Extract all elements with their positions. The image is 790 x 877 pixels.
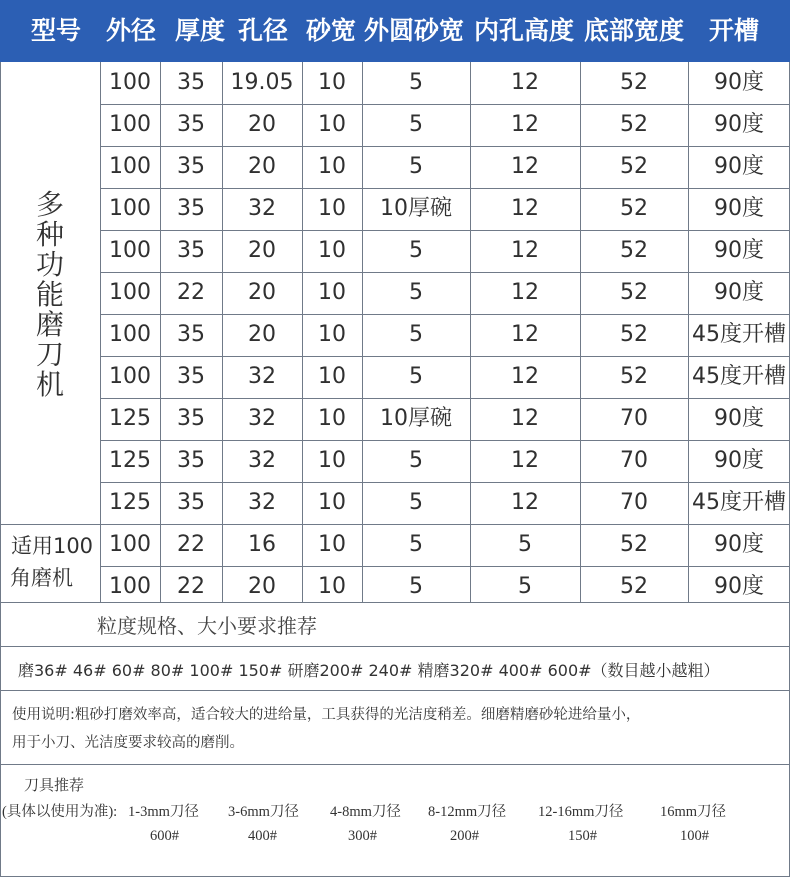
table-cell: 20 xyxy=(248,238,276,263)
recommend-grit: 400# xyxy=(248,828,277,844)
table-cell: 10 xyxy=(318,322,346,347)
header-cell: 砂宽 xyxy=(305,16,356,45)
table-cell: 125 xyxy=(109,448,151,473)
table-cell: 12 xyxy=(511,322,539,347)
table-cell: 12 xyxy=(511,70,539,95)
table-cell: 22 xyxy=(177,532,205,557)
table-cell: 20 xyxy=(248,154,276,179)
table-cell: 5 xyxy=(409,532,423,557)
table-cell: 90度 xyxy=(714,532,764,557)
table-cell: 5 xyxy=(409,490,423,515)
recommend-grit: 600# xyxy=(150,828,179,844)
table-cell: 12 xyxy=(511,406,539,431)
header-cell: 内孔高度 xyxy=(473,16,574,45)
table-cell: 70 xyxy=(620,490,648,515)
usage-line-2: 用于小刀、光洁度要求较高的磨削。 xyxy=(12,735,244,751)
table-cell: 100 xyxy=(109,70,151,95)
table-cell: 32 xyxy=(248,406,276,431)
group-label-angle-grinder: 适用100 xyxy=(10,534,94,558)
table-cell: 52 xyxy=(620,112,648,137)
table-cell: 32 xyxy=(248,490,276,515)
table-cell: 10 xyxy=(318,70,346,95)
table-cell: 90度 xyxy=(714,574,764,599)
table-cell: 12 xyxy=(511,364,539,389)
table-cell: 5 xyxy=(409,574,423,599)
header-cell: 孔径 xyxy=(237,16,288,45)
table-cell: 35 xyxy=(177,112,205,137)
table-cell: 100 xyxy=(109,364,151,389)
table-cell: 90度 xyxy=(714,70,764,95)
table-cell: 10厚碗 xyxy=(380,196,452,221)
header-cell: 外径 xyxy=(105,16,156,45)
recommend-grit: 100# xyxy=(680,828,709,844)
table-cell: 45度开槽 xyxy=(692,322,786,347)
table-cell: 35 xyxy=(177,364,205,389)
table-cell: 35 xyxy=(177,490,205,515)
table-cell: 100 xyxy=(109,322,151,347)
grid-horizontal-line xyxy=(0,690,790,691)
table-cell: 5 xyxy=(409,112,423,137)
table-cell: 10 xyxy=(318,448,346,473)
table-cell: 12 xyxy=(511,280,539,305)
table-cell: 5 xyxy=(409,364,423,389)
table-cell: 52 xyxy=(620,364,648,389)
table-cell: 5 xyxy=(518,532,532,557)
table-cell: 35 xyxy=(177,238,205,263)
recommend-note: (具体以使用为准): xyxy=(2,804,118,820)
table-cell: 100 xyxy=(109,196,151,221)
table-cell: 32 xyxy=(248,196,276,221)
recommend-grit: 300# xyxy=(348,828,377,844)
table-cell: 32 xyxy=(248,364,276,389)
table-cell: 35 xyxy=(177,406,205,431)
table-cell: 22 xyxy=(177,574,205,599)
table-cell: 35 xyxy=(177,70,205,95)
table-cell: 90度 xyxy=(714,112,764,137)
group-label-multifunction: 多种功能磨刀机 xyxy=(35,188,64,401)
table-cell: 12 xyxy=(511,448,539,473)
table-cell: 52 xyxy=(620,154,648,179)
table-cell: 52 xyxy=(620,70,648,95)
table-cell: 12 xyxy=(511,154,539,179)
header-cell: 开槽 xyxy=(708,16,759,45)
recommend-grit: 200# xyxy=(450,828,479,844)
table-cell: 35 xyxy=(177,196,205,221)
table-cell: 70 xyxy=(620,448,648,473)
table-cell: 90度 xyxy=(714,154,764,179)
table-cell: 35 xyxy=(177,322,205,347)
table-cell: 90度 xyxy=(714,406,764,431)
table-header xyxy=(0,0,790,62)
grid-vertical-line xyxy=(0,62,1,877)
table-cell: 90度 xyxy=(714,196,764,221)
table-cell: 12 xyxy=(511,196,539,221)
grid-horizontal-line xyxy=(0,764,790,765)
header-cell: 型号 xyxy=(30,16,81,45)
table-cell: 35 xyxy=(177,154,205,179)
recommend-size: 8-12mm刀径 xyxy=(428,804,507,820)
table-cell: 100 xyxy=(109,154,151,179)
table-cell: 52 xyxy=(620,196,648,221)
table-cell: 100 xyxy=(109,112,151,137)
table-cell: 52 xyxy=(620,322,648,347)
table-cell: 125 xyxy=(109,490,151,515)
table-cell: 12 xyxy=(511,112,539,137)
table-cell: 10 xyxy=(318,574,346,599)
table-cell: 125 xyxy=(109,406,151,431)
table-cell: 90度 xyxy=(714,280,764,305)
table-cell: 10 xyxy=(318,364,346,389)
table-cell: 5 xyxy=(409,448,423,473)
table-cell: 100 xyxy=(109,532,151,557)
table-cell: 22 xyxy=(177,280,205,305)
grit-list: 磨36# 46# 60# 80# 100# 150# 研磨200# 240# 精磨320# 400# 600#（数目越小越粗） xyxy=(18,661,720,680)
header-cell: 外圆砂宽 xyxy=(363,16,464,45)
table-cell: 5 xyxy=(409,322,423,347)
table-cell: 52 xyxy=(620,574,648,599)
table-cell: 10 xyxy=(318,490,346,515)
table-cell: 45度开槽 xyxy=(692,490,786,515)
table-cell: 10 xyxy=(318,196,346,221)
grit-list-row xyxy=(0,648,790,690)
table-cell: 90度 xyxy=(714,238,764,263)
table-cell: 20 xyxy=(248,574,276,599)
table-cell: 10 xyxy=(318,532,346,557)
recommend-grit: 150# xyxy=(568,828,597,844)
table-cell: 10 xyxy=(318,406,346,431)
table-cell: 10 xyxy=(318,154,346,179)
table-cell: 10 xyxy=(318,280,346,305)
table-cell: 5 xyxy=(409,280,423,305)
header-cell: 厚度 xyxy=(174,16,225,45)
table-cell: 16 xyxy=(248,532,276,557)
table-cell: 12 xyxy=(511,490,539,515)
table-cell: 10厚碗 xyxy=(380,406,452,431)
table-cell: 20 xyxy=(248,280,276,305)
table-cell: 12 xyxy=(511,238,539,263)
table-cell: 19.05 xyxy=(230,70,294,95)
recommend-size: 1-3mm刀径 xyxy=(128,804,199,820)
recommend-size: 4-8mm刀径 xyxy=(330,804,401,820)
table-cell: 35 xyxy=(177,448,205,473)
recommend-size: 3-6mm刀径 xyxy=(228,804,299,820)
table-cell: 10 xyxy=(318,112,346,137)
table-cell: 5 xyxy=(518,574,532,599)
table-cell: 70 xyxy=(620,406,648,431)
usage-row xyxy=(0,700,790,764)
table-cell: 5 xyxy=(409,238,423,263)
recommend-size: 16mm刀径 xyxy=(660,804,727,820)
table-cell: 5 xyxy=(409,70,423,95)
group-label-angle-grinder: 角磨机 xyxy=(10,566,73,590)
table-cell: 52 xyxy=(620,238,648,263)
usage-line-1: 使用说明:粗砂打磨效率高，适合较大的进给量，工具获得的光洁度稍差。细磨精磨砂轮进给量小， xyxy=(12,707,641,723)
table-cell: 100 xyxy=(109,280,151,305)
table-cell: 20 xyxy=(248,322,276,347)
table-cell: 100 xyxy=(109,574,151,599)
recommend-title: 刀具推荐 xyxy=(24,776,85,794)
table-cell: 32 xyxy=(248,448,276,473)
table-cell: 52 xyxy=(620,532,648,557)
recommend-size: 12-16mm刀径 xyxy=(538,804,624,820)
table-cell: 10 xyxy=(318,238,346,263)
recommend-section xyxy=(0,770,790,870)
table-cell: 45度开槽 xyxy=(692,364,786,389)
table-cell: 20 xyxy=(248,112,276,137)
table-cell: 52 xyxy=(620,280,648,305)
table-cell: 90度 xyxy=(714,448,764,473)
table-cell: 5 xyxy=(409,154,423,179)
grid-horizontal-line xyxy=(0,646,790,647)
table-cell: 100 xyxy=(109,238,151,263)
header-cell: 底部宽度 xyxy=(583,16,684,45)
grit-title: 粒度规格、大小要求推荐 xyxy=(97,614,317,638)
